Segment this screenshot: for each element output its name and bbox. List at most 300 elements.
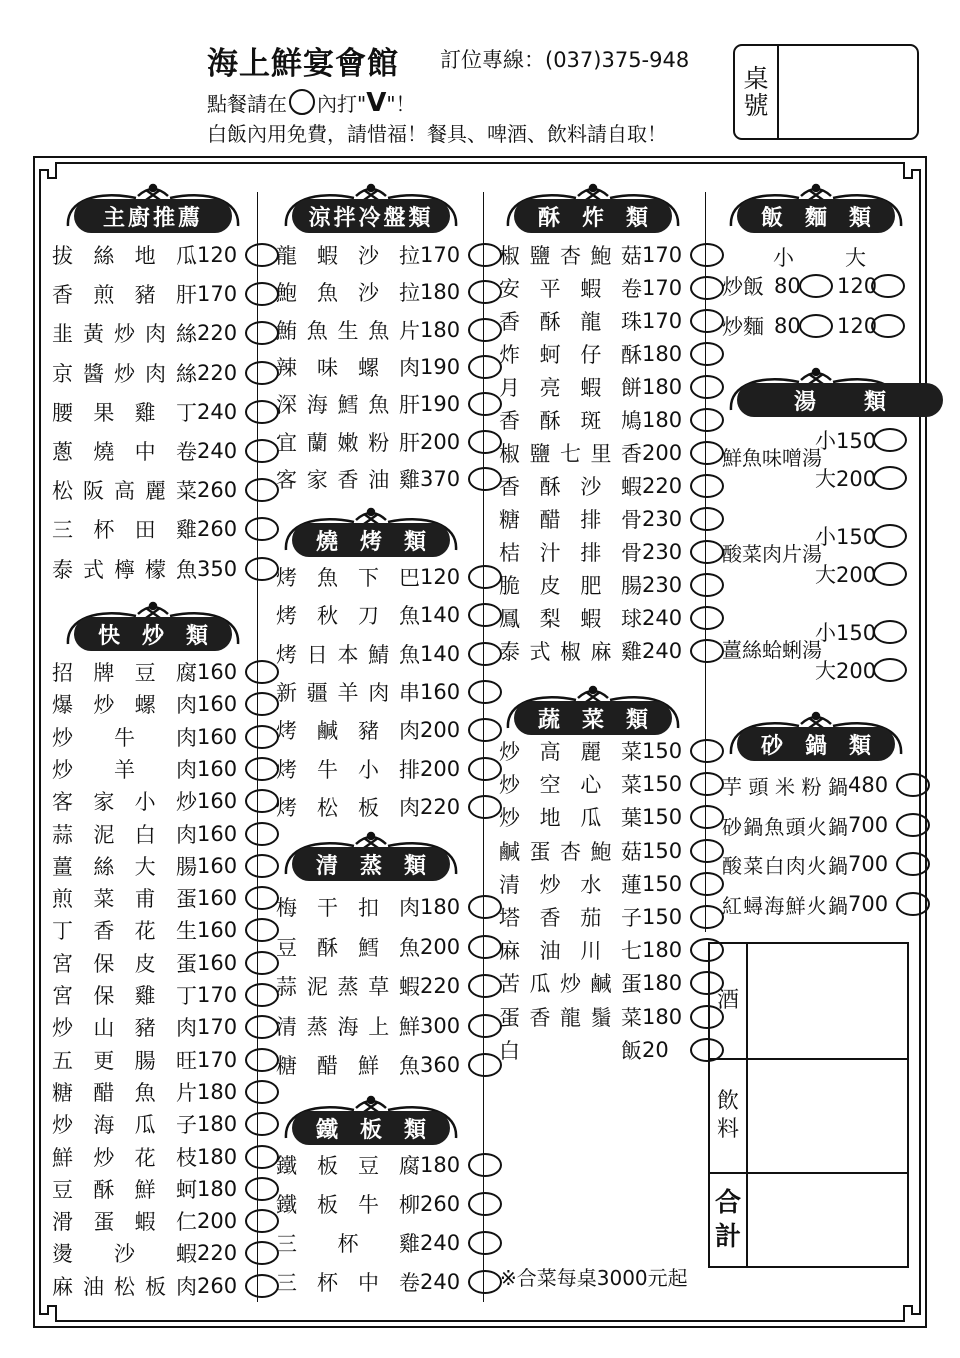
tally-row-total[interactable] — [710, 1174, 907, 1266]
menu-item[interactable] — [276, 276, 502, 308]
menu-item[interactable] — [722, 769, 930, 801]
menu-item-price: 200 — [420, 935, 461, 959]
order-circle-icon[interactable] — [690, 309, 724, 333]
menu-item[interactable] — [276, 676, 502, 708]
menu-item[interactable] — [52, 278, 279, 310]
soup-name: 薑絲蛤蜊湯 — [722, 638, 822, 662]
menu-item-price: 20 — [642, 1038, 669, 1062]
menu-item-price: 200 — [642, 441, 683, 465]
menu-item-price: 150 — [642, 739, 683, 763]
menu-item-price: 180 — [197, 1112, 238, 1136]
menu-item[interactable] — [722, 310, 905, 342]
order-circle-icon[interactable] — [690, 639, 724, 663]
menu-item-name: 白 飯 — [499, 1039, 642, 1063]
menu-item[interactable] — [52, 914, 279, 946]
menu-item[interactable] — [276, 1049, 502, 1081]
menu-item[interactable] — [276, 239, 502, 271]
menu-item-name: 香酥龍珠 — [499, 310, 642, 334]
order-circle-icon[interactable] — [245, 1145, 279, 1169]
order-circle-icon[interactable] — [896, 852, 930, 876]
menu-item-price: 170 — [197, 983, 238, 1007]
order-circle-icon[interactable] — [468, 430, 502, 454]
order-circle-icon[interactable] — [690, 276, 724, 300]
order-circle-icon[interactable] — [873, 562, 907, 586]
menu-item-price: 180 — [642, 342, 683, 366]
menu-item-name: 韭黃炒肉絲 — [52, 322, 197, 346]
order-circle-icon[interactable] — [245, 1080, 279, 1104]
menu-item-name: 炒空心菜 — [499, 773, 642, 797]
order-circle-icon[interactable] — [690, 805, 724, 829]
order-circle-icon[interactable] — [871, 274, 905, 298]
order-circle-icon[interactable] — [245, 400, 279, 424]
menu-item-price: 180 — [197, 1177, 238, 1201]
menu-item[interactable] — [52, 317, 279, 349]
tally-box — [708, 942, 909, 1268]
order-circle-icon[interactable] — [468, 392, 502, 416]
menu-item-price: 160 — [197, 951, 238, 975]
order-circle-icon[interactable] — [245, 1015, 279, 1039]
menu-item[interactable] — [499, 239, 724, 271]
menu-item-name: 鮪魚生魚片 — [276, 319, 420, 343]
menu-item-name: 拔絲地瓜 — [52, 244, 197, 268]
section-chef-title: 主廚推薦 — [74, 199, 232, 233]
soup-size-option[interactable] — [815, 654, 907, 686]
menu-item-name: 蛋香龍鬚菜 — [499, 1006, 642, 1030]
rice-size-small: 小 — [773, 246, 794, 270]
order-circle-icon[interactable] — [245, 983, 279, 1007]
menu-item[interactable] — [276, 1266, 502, 1298]
menu-item[interactable] — [276, 1149, 502, 1181]
order-circle-icon[interactable] — [468, 1192, 502, 1216]
soup-size-price: 大200 — [815, 467, 877, 491]
menu-item[interactable] — [499, 338, 724, 370]
menu-item-name: 安平蝦卷 — [499, 277, 642, 301]
menu-item[interactable] — [52, 474, 279, 506]
menu-item-name: 泰式椒麻雞 — [499, 640, 642, 664]
menu-item-name: 薑絲大腸 — [52, 855, 197, 879]
menu-item-price: 160 — [197, 660, 238, 684]
order-circle-icon[interactable] — [245, 1274, 279, 1298]
menu-item[interactable] — [276, 1010, 502, 1042]
order-circle-icon[interactable] — [245, 692, 279, 716]
menu-item[interactable] — [499, 404, 724, 436]
menu-item[interactable] — [722, 270, 905, 302]
menu-item-price: 150 — [642, 805, 683, 829]
menu-item-price-large: 120 — [837, 314, 878, 338]
section-pot-title: 砂鍋類 — [737, 727, 895, 761]
menu-item-name: 苦瓜炒鹹蛋 — [499, 972, 642, 996]
menu-item[interactable] — [499, 569, 724, 601]
menu-item-name: 京醬炒肉絲 — [52, 362, 197, 386]
menu-item-price: 220 — [642, 474, 683, 498]
order-circle-icon[interactable] — [468, 1231, 502, 1255]
tally-label-total — [710, 1174, 748, 1266]
order-circle-icon[interactable] — [468, 467, 502, 491]
menu-item-name: 塔香茄子 — [499, 906, 642, 930]
menu-item[interactable] — [52, 513, 279, 545]
order-circle-icon[interactable] — [690, 375, 724, 399]
order-circle-icon[interactable] — [896, 773, 930, 797]
order-circle-icon[interactable] — [896, 813, 930, 837]
menu-item-name: 紅蟳海鮮火鍋 — [722, 893, 848, 918]
menu-item[interactable] — [499, 470, 724, 502]
menu-item[interactable] — [52, 1237, 279, 1269]
order-circle-icon[interactable] — [468, 243, 502, 267]
order-circle-icon[interactable] — [245, 1048, 279, 1072]
menu-item-price-small: 80 — [774, 314, 801, 338]
check-mark-icon: V — [366, 88, 387, 118]
menu-item[interactable] — [499, 272, 724, 304]
order-circle-icon[interactable] — [468, 1053, 502, 1077]
order-circle-icon[interactable] — [468, 318, 502, 342]
order-circle-icon[interactable] — [468, 603, 502, 627]
menu-item[interactable] — [52, 1011, 279, 1043]
order-circle-icon[interactable] — [245, 660, 279, 684]
menu-item[interactable] — [499, 1001, 724, 1033]
menu-item-name: 炒高麗菜 — [499, 740, 642, 764]
menu-item[interactable] — [52, 979, 279, 1011]
menu-item[interactable] — [52, 1270, 279, 1302]
menu-item[interactable] — [499, 735, 724, 767]
menu-item-price: 160 — [197, 692, 238, 716]
order-circle-icon[interactable] — [690, 243, 724, 267]
menu-item-price: 140 — [420, 603, 461, 627]
soup-size-option[interactable] — [815, 520, 907, 552]
order-circle-icon[interactable] — [245, 282, 279, 306]
wine-label: 酒 — [716, 988, 739, 1013]
footnote: ※合菜每桌3000元起 — [500, 1266, 688, 1290]
order-circle-icon[interactable] — [690, 839, 724, 863]
menu-item[interactable] — [52, 1173, 279, 1205]
menu-item-name: 炒麵 — [722, 315, 764, 339]
order-circle-icon[interactable] — [873, 524, 907, 548]
order-circle-icon[interactable] — [690, 507, 724, 531]
menu-item[interactable] — [276, 714, 502, 746]
menu-item[interactable] — [722, 888, 930, 920]
order-circle-icon[interactable] — [468, 355, 502, 379]
menu-item[interactable] — [276, 753, 502, 785]
order-circle-icon[interactable] — [245, 1209, 279, 1233]
order-circle-icon[interactable] — [468, 1014, 502, 1038]
order-circle-icon[interactable] — [690, 739, 724, 763]
order-circle-icon[interactable] — [245, 478, 279, 502]
menu-item-name: 鐵板牛柳 — [276, 1193, 420, 1217]
section-stirfry — [58, 596, 248, 660]
order-circle-icon[interactable] — [245, 1241, 279, 1265]
soup-name: 鮮魚味噌湯 — [722, 446, 822, 470]
section-stirfry-title: 快炒類 — [74, 617, 232, 651]
order-circle-icon[interactable] — [245, 918, 279, 942]
menu-item-price: 180 — [642, 1005, 683, 1029]
order-circle-icon[interactable] — [896, 892, 930, 916]
menu-item[interactable] — [276, 1188, 502, 1220]
menu-item[interactable] — [276, 351, 502, 383]
order-circle-icon[interactable] — [873, 428, 907, 452]
menu-item[interactable] — [52, 1108, 279, 1140]
menu-item[interactable] — [499, 868, 724, 900]
menu-item[interactable] — [499, 371, 724, 403]
menu-item-price: 180 — [642, 375, 683, 399]
menu-item-name: 炒山豬肉 — [52, 1016, 197, 1040]
menu-item-price: 170 — [642, 243, 683, 267]
order-circle-icon[interactable] — [245, 789, 279, 813]
menu-item-name: 蒜泥白肉 — [52, 823, 197, 847]
order-circle-icon[interactable] — [468, 680, 502, 704]
menu-item[interactable] — [499, 967, 724, 999]
order-circle-icon[interactable] — [245, 886, 279, 910]
menu-item-name: 椒鹽杏鮑菇 — [499, 244, 642, 268]
soup-size-price: 大200 — [815, 659, 877, 683]
order-circle-icon[interactable] — [873, 466, 907, 490]
menu-item-price: 160 — [197, 854, 238, 878]
menu-item[interactable] — [276, 638, 502, 670]
soup-size-price: 大200 — [815, 563, 877, 587]
section-cold — [276, 178, 466, 242]
menu-item-price: 220 — [197, 1241, 238, 1265]
menu-item[interactable] — [499, 835, 724, 867]
section-veg-title: 蔬菜類 — [514, 701, 672, 735]
order-circle-icon[interactable] — [468, 718, 502, 742]
menu-item-price-large: 120 — [837, 274, 878, 298]
menu-item[interactable] — [276, 931, 502, 963]
drink-label-2: 料 — [716, 1117, 739, 1142]
menu-item-price: 200 — [197, 1209, 238, 1233]
menu-item-price: 240 — [197, 439, 238, 463]
menu-item[interactable] — [499, 503, 724, 535]
order-circle-icon[interactable] — [690, 408, 724, 432]
menu-item[interactable] — [276, 970, 502, 1002]
menu-item-name: 烤鹹豬肉 — [276, 719, 420, 743]
menu-item-price: 230 — [642, 573, 683, 597]
section-cold-title: 涼拌冷盤類 — [292, 199, 450, 233]
order-circle-icon[interactable] — [468, 280, 502, 304]
menu-item[interactable] — [276, 314, 502, 346]
order-circle-icon[interactable] — [245, 951, 279, 975]
menu-item-price: 160 — [197, 886, 238, 910]
order-circle-icon[interactable] — [468, 974, 502, 998]
menu-item[interactable] — [52, 357, 279, 389]
order-circle-icon[interactable] — [245, 243, 279, 267]
menu-item[interactable] — [52, 1141, 279, 1173]
order-circle-icon[interactable] — [690, 905, 724, 929]
menu-item-name: 麻油松板肉 — [52, 1275, 197, 1299]
menu-item[interactable] — [52, 1076, 279, 1108]
order-circle-icon[interactable] — [468, 935, 502, 959]
menu-item-price: 180 — [420, 1153, 461, 1177]
menu-item[interactable] — [499, 602, 724, 634]
menu-item[interactable] — [276, 599, 502, 631]
menu-item-price: 180 — [420, 318, 461, 342]
menu-item-name: 烤秋刀魚 — [276, 604, 420, 628]
order-circle-icon[interactable] — [799, 314, 833, 338]
order-circle-icon[interactable] — [690, 474, 724, 498]
menu-item-price: 220 — [197, 361, 238, 385]
menu-item-price: 180 — [642, 971, 683, 995]
order-circle-icon[interactable] — [245, 757, 279, 781]
order-circle-icon[interactable] — [690, 342, 724, 366]
menu-item-name: 腰果雞丁 — [52, 401, 197, 425]
order-circle-icon[interactable] — [245, 321, 279, 345]
menu-item[interactable] — [52, 721, 279, 753]
menu-item[interactable] — [52, 396, 279, 428]
order-circle-icon[interactable] — [468, 795, 502, 819]
menu-item[interactable] — [499, 536, 724, 568]
menu-item-price: 700 — [848, 852, 889, 876]
menu-item[interactable] — [276, 561, 502, 593]
menu-item[interactable] — [276, 891, 502, 923]
menu-item[interactable] — [499, 437, 724, 469]
tally-row-drink[interactable] — [710, 1060, 907, 1174]
order-circle-icon[interactable] — [690, 772, 724, 796]
order-circle-icon[interactable] — [245, 854, 279, 878]
order-circle-icon[interactable] — [245, 1112, 279, 1136]
order-circle-icon[interactable] — [245, 361, 279, 385]
order-circle-icon[interactable] — [799, 274, 833, 298]
menu-item-name: 清炒水蓮 — [499, 873, 642, 897]
menu-item-name: 炒飯 — [722, 275, 764, 299]
order-circle-icon[interactable] — [873, 620, 907, 644]
menu-item[interactable] — [52, 818, 279, 850]
menu-item-price: 170 — [642, 276, 683, 300]
menu-item-price: 700 — [848, 892, 889, 916]
menu-item[interactable] — [722, 848, 930, 880]
menu-item-name: 深海鱈魚肝 — [276, 393, 420, 417]
menu-item[interactable] — [52, 882, 279, 914]
order-circle-icon[interactable] — [468, 565, 502, 589]
menu-item[interactable] — [499, 934, 724, 966]
menu-item[interactable] — [276, 388, 502, 420]
menu-item-price: 480 — [848, 773, 889, 797]
menu-item[interactable] — [499, 305, 724, 337]
order-suffix: 內打" — [317, 92, 367, 116]
menu-item[interactable] — [276, 1227, 502, 1259]
menu-item[interactable] — [52, 753, 279, 785]
menu-item-price: 160 — [197, 757, 238, 781]
menu-item-name: 招牌豆腐 — [52, 661, 197, 685]
order-circle-icon[interactable] — [468, 895, 502, 919]
menu-item-name: 爆炒螺肉 — [52, 693, 197, 717]
menu-item-name: 烤魚下巴 — [276, 566, 420, 590]
menu-item-name: 香煎豬肝 — [52, 283, 197, 307]
order-circle-icon[interactable] — [245, 557, 279, 581]
menu-item-name: 炸蚵仔酥 — [499, 343, 642, 367]
menu-item-name: 香酥沙蝦 — [499, 475, 642, 499]
menu-item-name: 泰式檸檬魚 — [52, 558, 197, 582]
menu-item[interactable] — [499, 1034, 724, 1066]
order-circle-icon[interactable] — [873, 658, 907, 682]
order-circle-icon[interactable] — [690, 606, 724, 630]
order-circle-icon[interactable] — [468, 757, 502, 781]
menu-item-price: 160 — [197, 789, 238, 813]
menu-item-name: 烤日本鯖魚 — [276, 643, 420, 667]
menu-item[interactable] — [52, 553, 279, 585]
menu-item[interactable] — [499, 801, 724, 833]
menu-item-name: 丁香花生 — [52, 919, 197, 943]
soup-size-option[interactable] — [815, 616, 907, 648]
menu-item-name: 客家香油雞 — [276, 468, 420, 492]
menu-item-name: 煎菜甫蛋 — [52, 887, 197, 911]
menu-item-price: 180 — [197, 1080, 238, 1104]
menu-item[interactable] — [499, 768, 724, 800]
soup-size-option[interactable] — [815, 424, 907, 456]
order-circle-icon[interactable] — [690, 573, 724, 597]
menu-item-price: 240 — [642, 606, 683, 630]
tally-row-wine[interactable] — [710, 944, 907, 1060]
menu-item-name: 麻油川七 — [499, 939, 642, 963]
order-circle-icon[interactable] — [871, 314, 905, 338]
menu-item-name: 宜蘭嫩粉肝 — [276, 431, 420, 455]
order-circle-icon[interactable] — [245, 439, 279, 463]
menu-item-price: 240 — [197, 400, 238, 424]
menu-item-name: 清蒸海上鮮 — [276, 1015, 420, 1039]
menu-item[interactable] — [52, 1205, 279, 1237]
order-circle-icon[interactable] — [245, 1177, 279, 1201]
menu-item-price: 220 — [197, 321, 238, 345]
menu-item-name: 烤牛小排 — [276, 758, 420, 782]
menu-item-name: 燙 沙 蝦 — [52, 1242, 197, 1266]
soup-size-price: 小150 — [815, 429, 877, 453]
order-circle-icon[interactable] — [245, 822, 279, 846]
menu-item-name: 烤松板肉 — [276, 796, 420, 820]
order-circle-icon[interactable] — [690, 872, 724, 896]
menu-item[interactable] — [52, 1044, 279, 1076]
menu-item[interactable] — [52, 785, 279, 817]
menu-item[interactable] — [276, 426, 502, 458]
menu-item[interactable] — [52, 435, 279, 467]
menu-item-price: 230 — [642, 540, 683, 564]
menu-item-name: 龍蝦沙拉 — [276, 244, 420, 268]
menu-item-price: 240 — [420, 1270, 461, 1294]
soup-size-option[interactable] — [815, 558, 907, 590]
menu-item-price: 260 — [197, 1274, 238, 1298]
order-circle-icon[interactable] — [245, 725, 279, 749]
menu-item-name: 脆皮肥腸 — [499, 574, 642, 598]
menu-item-name: 鳳梨蝦球 — [499, 607, 642, 631]
menu-item-name: 桔汁排骨 — [499, 541, 642, 565]
order-circle-icon[interactable] — [245, 517, 279, 541]
menu-item-name: 三 杯 雞 — [276, 1232, 420, 1256]
menu-item[interactable] — [276, 791, 502, 823]
section-soup — [721, 362, 934, 426]
menu-item[interactable] — [52, 850, 279, 882]
menu-item[interactable] — [276, 463, 502, 495]
menu-item-price: 150 — [642, 839, 683, 863]
menu-item-name: 炒海瓜子 — [52, 1113, 197, 1137]
menu-item-price: 170 — [642, 309, 683, 333]
menu-item[interactable] — [52, 239, 279, 271]
order-circle-icon[interactable] — [468, 642, 502, 666]
menu-item[interactable] — [52, 688, 279, 720]
table-label-2: 號 — [743, 91, 769, 120]
menu-item-price: 230 — [642, 507, 683, 531]
menu-item-price: 180 — [642, 938, 683, 962]
order-circle-icon[interactable] — [690, 540, 724, 564]
menu-item[interactable] — [722, 809, 930, 841]
menu-item[interactable] — [52, 656, 279, 688]
menu-item-name: 糖醋魚片 — [52, 1081, 197, 1105]
menu-item[interactable] — [499, 635, 724, 667]
order-circle-icon[interactable] — [468, 1153, 502, 1177]
table-label-1: 桌 — [743, 64, 769, 93]
section-chef — [58, 178, 248, 242]
order-circle-icon[interactable] — [468, 1270, 502, 1294]
soup-size-option[interactable] — [815, 462, 907, 494]
menu-item[interactable] — [52, 947, 279, 979]
section-steam — [276, 826, 466, 890]
order-circle-icon[interactable] — [690, 441, 724, 465]
menu-item-price: 120 — [197, 243, 238, 267]
menu-item[interactable] — [499, 901, 724, 933]
